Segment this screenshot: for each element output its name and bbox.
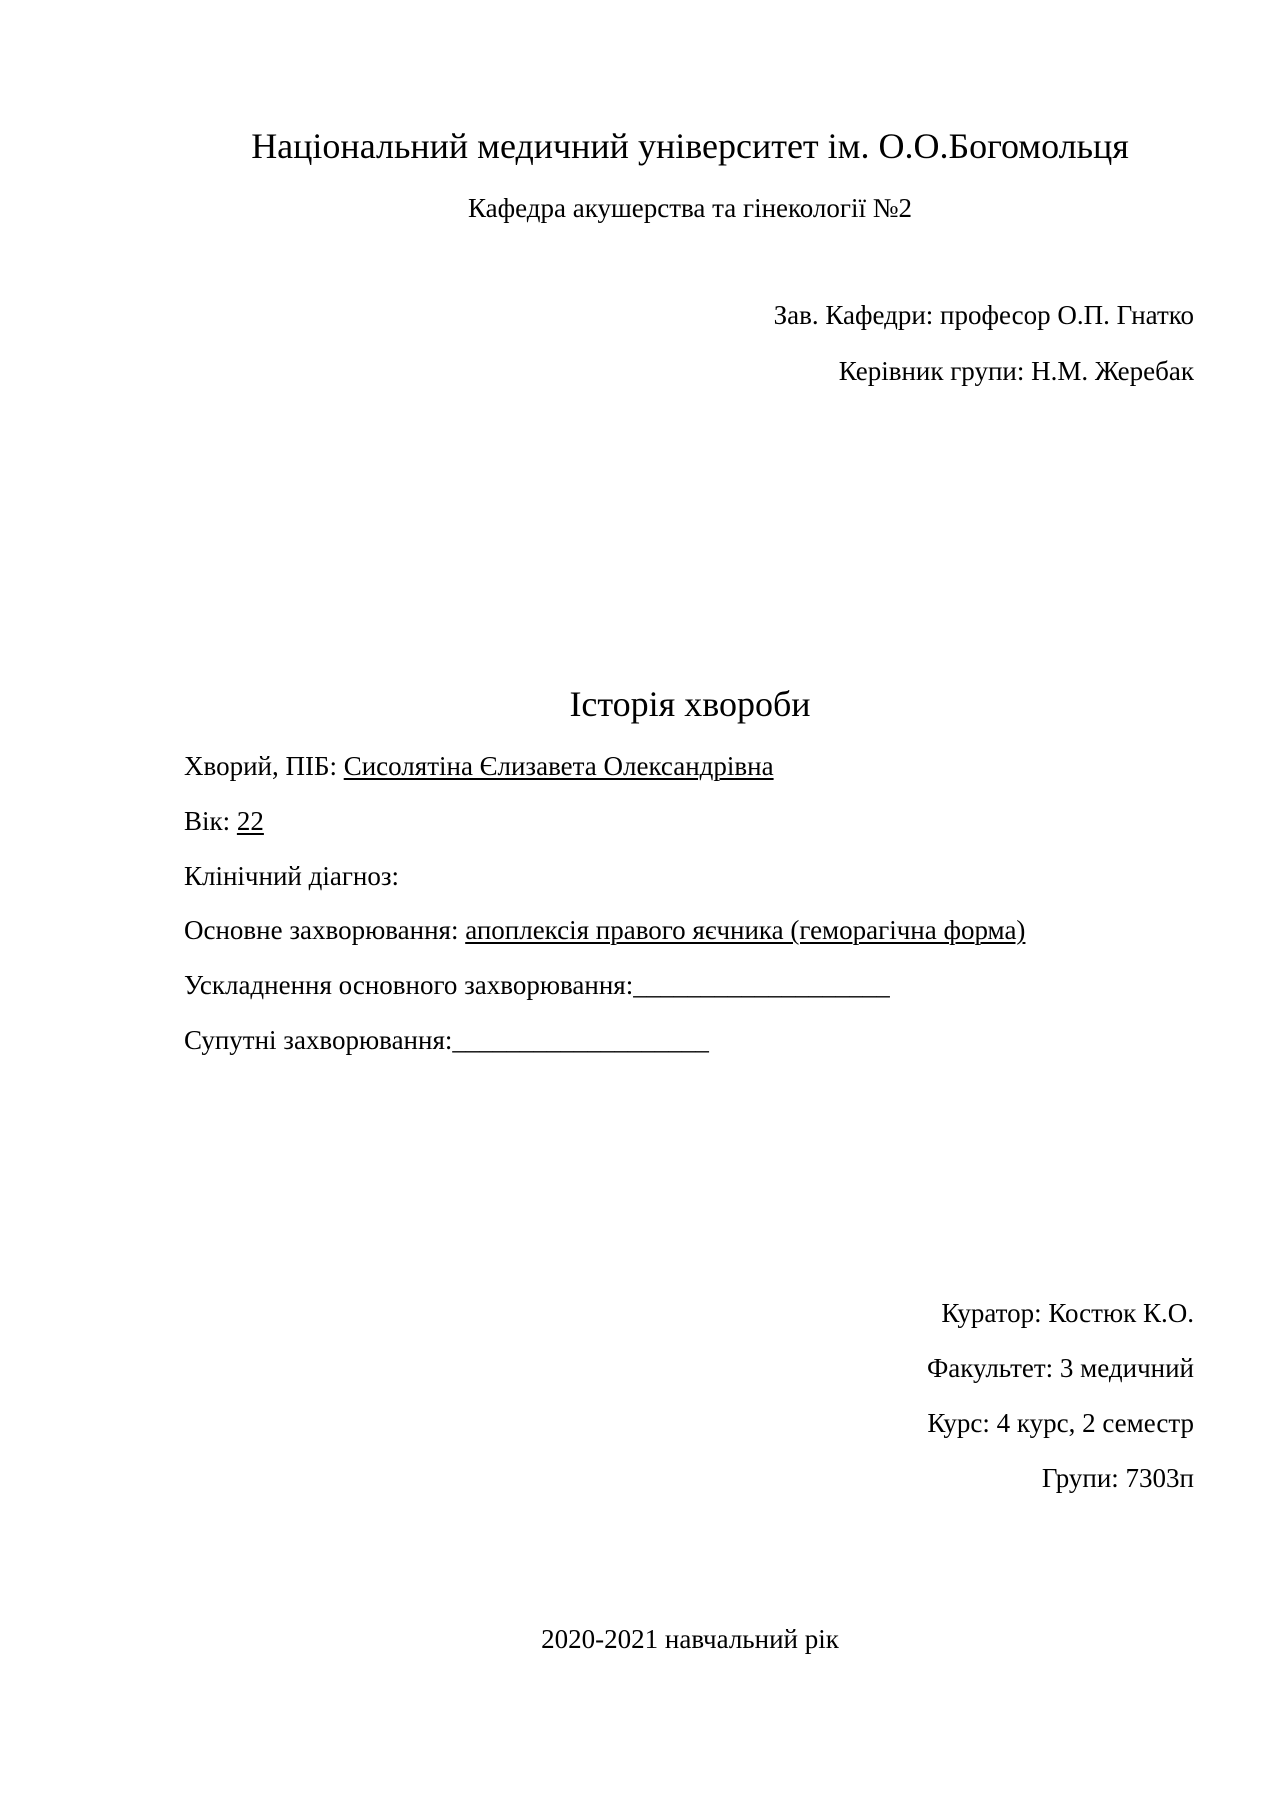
group-supervisor bbox=[839, 358, 1194, 385]
university-name: Національний медичний університет ім. О.О.Богомольця bbox=[251, 126, 1129, 166]
complications-row bbox=[184, 972, 890, 999]
comorbid-blank: ___________________ bbox=[452, 1025, 709, 1055]
comorbid-row bbox=[184, 1027, 709, 1054]
patient-age-label: Вік: bbox=[184, 806, 231, 836]
complications-label: Ускладнення основного захворювання: bbox=[184, 970, 634, 1000]
head-value: професор О.П. Гнатко bbox=[940, 300, 1194, 330]
main-disease-label: Основне захворювання: bbox=[184, 915, 459, 945]
supervisor-label: Керівник групи: bbox=[838, 356, 1025, 386]
clinical-diagnosis-label: Клінічний діагноз: bbox=[184, 861, 400, 891]
patient-age-row bbox=[184, 808, 264, 835]
course-label: Курс: bbox=[927, 1408, 990, 1438]
patient-age-value: 22 bbox=[236, 806, 264, 836]
head-label: Зав. Кафедри: bbox=[773, 300, 934, 330]
comorbid-label: Супутні захворювання: bbox=[184, 1025, 453, 1055]
group-label: Групи: bbox=[1041, 1463, 1119, 1493]
department-name: Кафедра акушерства та гінекології №2 bbox=[468, 193, 912, 223]
patient-name-row bbox=[184, 753, 774, 780]
document-title: Історія хвороби bbox=[569, 684, 811, 724]
academic-year: 2020-2021 навчальний рік bbox=[541, 1624, 839, 1654]
group-value: 7303п bbox=[1125, 1463, 1194, 1493]
head-of-department bbox=[774, 302, 1194, 329]
main-disease-value: апоплексія правого яєчника (геморагічна форма) bbox=[465, 915, 1026, 945]
patient-name-label: Хворий, ПІБ: bbox=[184, 751, 337, 781]
complications-blank: ___________________ bbox=[633, 970, 890, 1000]
curator-row bbox=[941, 1300, 1194, 1327]
patient-name-value: Сисолятіна Єлизавета Олександрівна bbox=[343, 751, 774, 781]
faculty-row bbox=[927, 1355, 1194, 1382]
group-row bbox=[1042, 1465, 1194, 1492]
faculty-value: 3 медичний bbox=[1059, 1353, 1194, 1383]
course-row bbox=[927, 1410, 1194, 1437]
curator-value: Костюк К.О. bbox=[1048, 1298, 1194, 1328]
curator-label: Куратор: bbox=[941, 1298, 1042, 1328]
course-value: 4 курс, 2 семестр bbox=[996, 1408, 1194, 1438]
main-disease-row bbox=[184, 917, 1025, 944]
supervisor-value: Н.М. Жеребак bbox=[1031, 356, 1194, 386]
faculty-label: Факультет: bbox=[926, 1353, 1054, 1383]
